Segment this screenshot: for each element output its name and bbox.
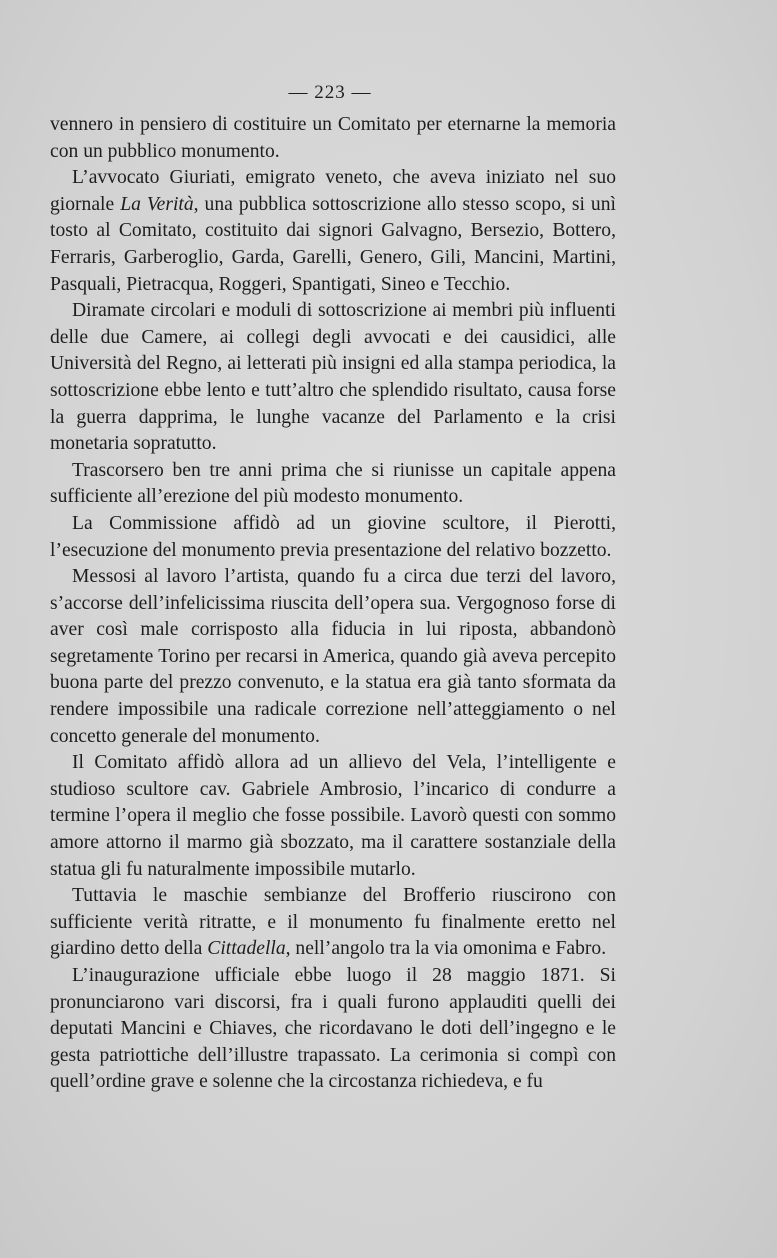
paragraph xyxy=(50,165,616,298)
paragraph xyxy=(50,458,616,511)
paragraph-text: , una pubblica sottoscrizione allo stesso scopo, si unì tosto al Comitato, costituito dai signori Galvagno, Bersezio, Bottero, Ferraris, Garberoglio, Garda, Garelli, Genero, Gili, Mancini, Martini, Pasquali, Pietracqua, Roggeri, Spantigati, Sineo e Tecchio. xyxy=(50,193,616,295)
paragraph-text: Tuttavia le maschie sembianze del Brofferio riuscirono con sufficiente verità ritratte, e il monumento fu finalmente eretto nel giardino detto della xyxy=(50,885,616,960)
paragraph xyxy=(50,564,616,750)
paragraph-text: Messosi al lavoro l’artista, quando fu a circa due terzi del lavoro, s’accorse dell’infelicissima riuscita dell’opera sua. Vergognoso forse di aver così male corrisposto alla fiducia in lui riposta, abbandonò segretamente Torino per recarsi in America, quando già aveva percepito buona parte del prezzo convenuto, e la statua era già tanto sformata da rendere impossibile una radicale correzione nell’atteggiamento o nel concetto generale del monumento. xyxy=(50,566,616,747)
paragraph-text: L’inaugurazione ufficiale ebbe luogo il 28 maggio 1871. Si pronunciarono vari discorsi, fra i quali furono applauditi quelli dei deputati Mancini e Chiaves, che ricordavano le doti dell’ingegno e le gesta patriottiche dell’illustre trapassato. La cerimonia si compì con quell’ordine grave e solenne che la circostanza richiedeva, e fu xyxy=(50,965,616,1093)
paragraph-text: Trascorsero ben tre anni prima che si riunisse un capitale appena sufficiente all’erezione del più modesto monumento. xyxy=(50,459,616,508)
paragraph-text: Il Comitato affidò allora ad un allievo del Vela, l’intelligente e studioso scultore cav. Gabriele Ambrosio, l’incarico di condurre a termine l’opera il meglio che fosse possibile. Lavorò questi con sommo amore attorno il marmo già sbozzato, ma il carattere sostanziale della statua gli fu naturalmente impossibile mutarlo. xyxy=(50,752,616,880)
paragraph xyxy=(50,750,616,883)
body-text xyxy=(50,112,616,1096)
italic-title-text: Cittadella xyxy=(207,938,286,960)
paragraph-text: vennero in pensiero di costituire un Comitato per eternarne la memoria con un pubblico monumento. xyxy=(50,114,616,162)
paragraph-text: , nell’angolo tra la via omonima e Fabro. xyxy=(285,938,607,960)
paragraph-text: La Commissione affidò ad un giovine scultore, il Pierotti, l’esecuzione del monumento previa presentazione del relativo bozzetto. xyxy=(50,512,616,561)
italic-title-text: La Verità xyxy=(120,193,194,215)
paragraph xyxy=(50,963,616,1096)
paragraph xyxy=(50,883,616,963)
paragraph-text: Diramate circolari e moduli di sottoscrizione ai membri più influenti delle due Camere, ai collegi degli avvocati e dei causidici, alle Università del Regno, ai letterati più insigni ed alla stampa periodica, la sottoscrizione ebbe lento e tutt’altro che splendido risultato, causa forse la guerra dapprima, le lunghe vacanze del Parlamento e la crisi monetaria sopratutto. xyxy=(50,300,616,455)
page-number: — 223 — xyxy=(288,82,372,103)
paragraph xyxy=(50,298,616,458)
paragraph-text: L’avvocato Giuriati, emigrato veneto, che aveva iniziato nel suo giornale xyxy=(50,167,616,215)
paragraph xyxy=(50,511,616,564)
paragraph xyxy=(50,112,616,165)
